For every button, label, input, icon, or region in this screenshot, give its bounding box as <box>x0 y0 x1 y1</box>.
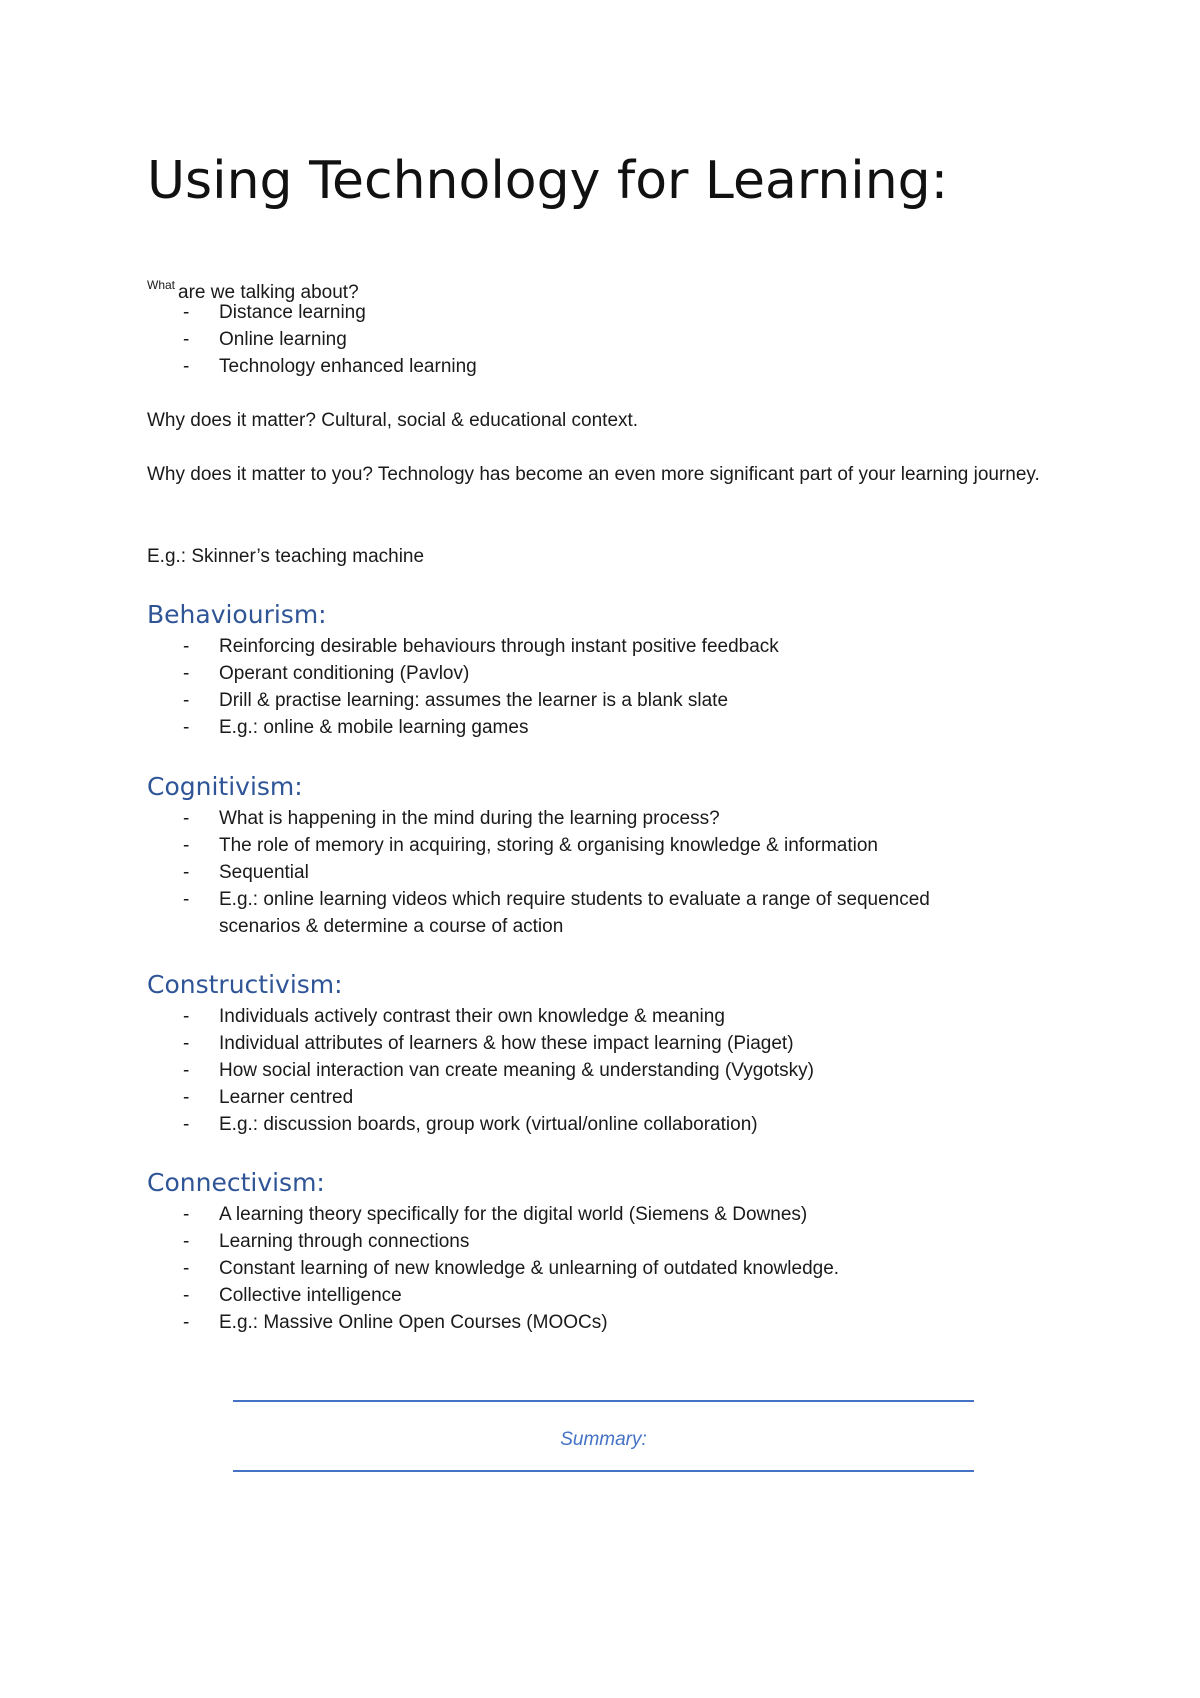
list-item: - Sequential <box>147 859 1009 886</box>
example-paragraph: E.g.: Skinner’s teaching machine <box>147 546 425 567</box>
list-dash: - <box>183 1204 190 1225</box>
summary-label: Summary: <box>560 1429 647 1450</box>
list-dash: - <box>183 1060 190 1081</box>
section-heading-constructivism: Constructivism: <box>147 970 343 999</box>
document-title: Using Technology for Learning: <box>147 151 949 211</box>
list-dash: - <box>183 808 190 829</box>
intro-question-rest: are we talking about? <box>178 282 359 303</box>
list-dash: - <box>183 1231 190 1252</box>
cognitivism-list <box>147 805 1009 940</box>
list-dash: - <box>183 1285 190 1306</box>
list-dash: - <box>183 1312 190 1333</box>
list-item: - Distance learning <box>147 299 1009 326</box>
list-dash: - <box>183 1114 190 1135</box>
list-dash: - <box>183 862 190 883</box>
list-item: - Learner centred <box>147 1084 1009 1111</box>
section-heading-cognitivism: Cognitivism: <box>147 772 303 801</box>
list-dash: - <box>183 690 190 711</box>
list-dash: - <box>183 663 190 684</box>
summary-bottom-rule <box>233 1470 974 1472</box>
list-dash: - <box>183 889 190 910</box>
list-item: - Online learning <box>147 326 1009 353</box>
list-item: - Drill & practise learning: assumes the learner is a blank slate <box>147 687 1009 714</box>
behaviourism-list <box>147 633 1009 741</box>
list-item: - What is happening in the mind during the learning process? <box>147 805 1009 832</box>
list-dash: - <box>183 1006 190 1027</box>
summary-top-rule <box>233 1400 974 1402</box>
list-item: - E.g.: Massive Online Open Courses (MOOCs) <box>147 1309 1009 1336</box>
intro-list <box>147 299 1009 380</box>
list-dash: - <box>183 835 190 856</box>
list-item: - The role of memory in acquiring, storing & organising knowledge & information <box>147 832 1009 859</box>
why-matter-paragraph: Why does it matter? Cultural, social & educational context. <box>147 410 639 431</box>
list-dash: - <box>183 302 190 323</box>
list-item: - How social interaction van create meaning & understanding (Vygotsky) <box>147 1057 1009 1084</box>
list-item: - Individual attributes of learners & how these impact learning (Piaget) <box>147 1030 1009 1057</box>
list-item: - Learning through connections <box>147 1228 1009 1255</box>
list-item: - Constant learning of new knowledge & unlearning of outdated knowledge. <box>147 1255 1009 1282</box>
list-item: - A learning theory specifically for the digital world (Siemens & Downes) <box>147 1201 1009 1228</box>
list-dash: - <box>183 1033 190 1054</box>
list-item: - Collective intelligence <box>147 1282 1009 1309</box>
list-dash: - <box>183 1087 190 1108</box>
list-dash: - <box>183 636 190 657</box>
list-dash: - <box>183 329 190 350</box>
section-heading-connectivism: Connectivism: <box>147 1168 325 1197</box>
list-dash: - <box>183 717 190 738</box>
list-item: - E.g.: online learning videos which require students to evaluate a range of sequenced scenarios & determine a course of action <box>147 886 1009 940</box>
list-item: - E.g.: discussion boards, group work (virtual/online collaboration) <box>147 1111 1009 1138</box>
connectivism-list <box>147 1201 1009 1336</box>
list-dash: - <box>183 356 190 377</box>
why-matter-you-paragraph: Why does it matter to you? Technology has become an even more significant part of your learning journey. <box>147 464 1040 485</box>
list-item: - Operant conditioning (Pavlov) <box>147 660 1009 687</box>
section-heading-behaviourism: Behaviourism: <box>147 600 327 629</box>
intro-what-small: What <box>147 278 176 292</box>
constructivism-list <box>147 1003 1009 1138</box>
list-item: - Technology enhanced learning <box>147 353 1009 380</box>
list-item: - Reinforcing desirable behaviours through instant positive feedback <box>147 633 1009 660</box>
list-dash: - <box>183 1258 190 1279</box>
list-item: - Individuals actively contrast their own knowledge & meaning <box>147 1003 1009 1030</box>
list-item: - E.g.: online & mobile learning games <box>147 714 1009 741</box>
